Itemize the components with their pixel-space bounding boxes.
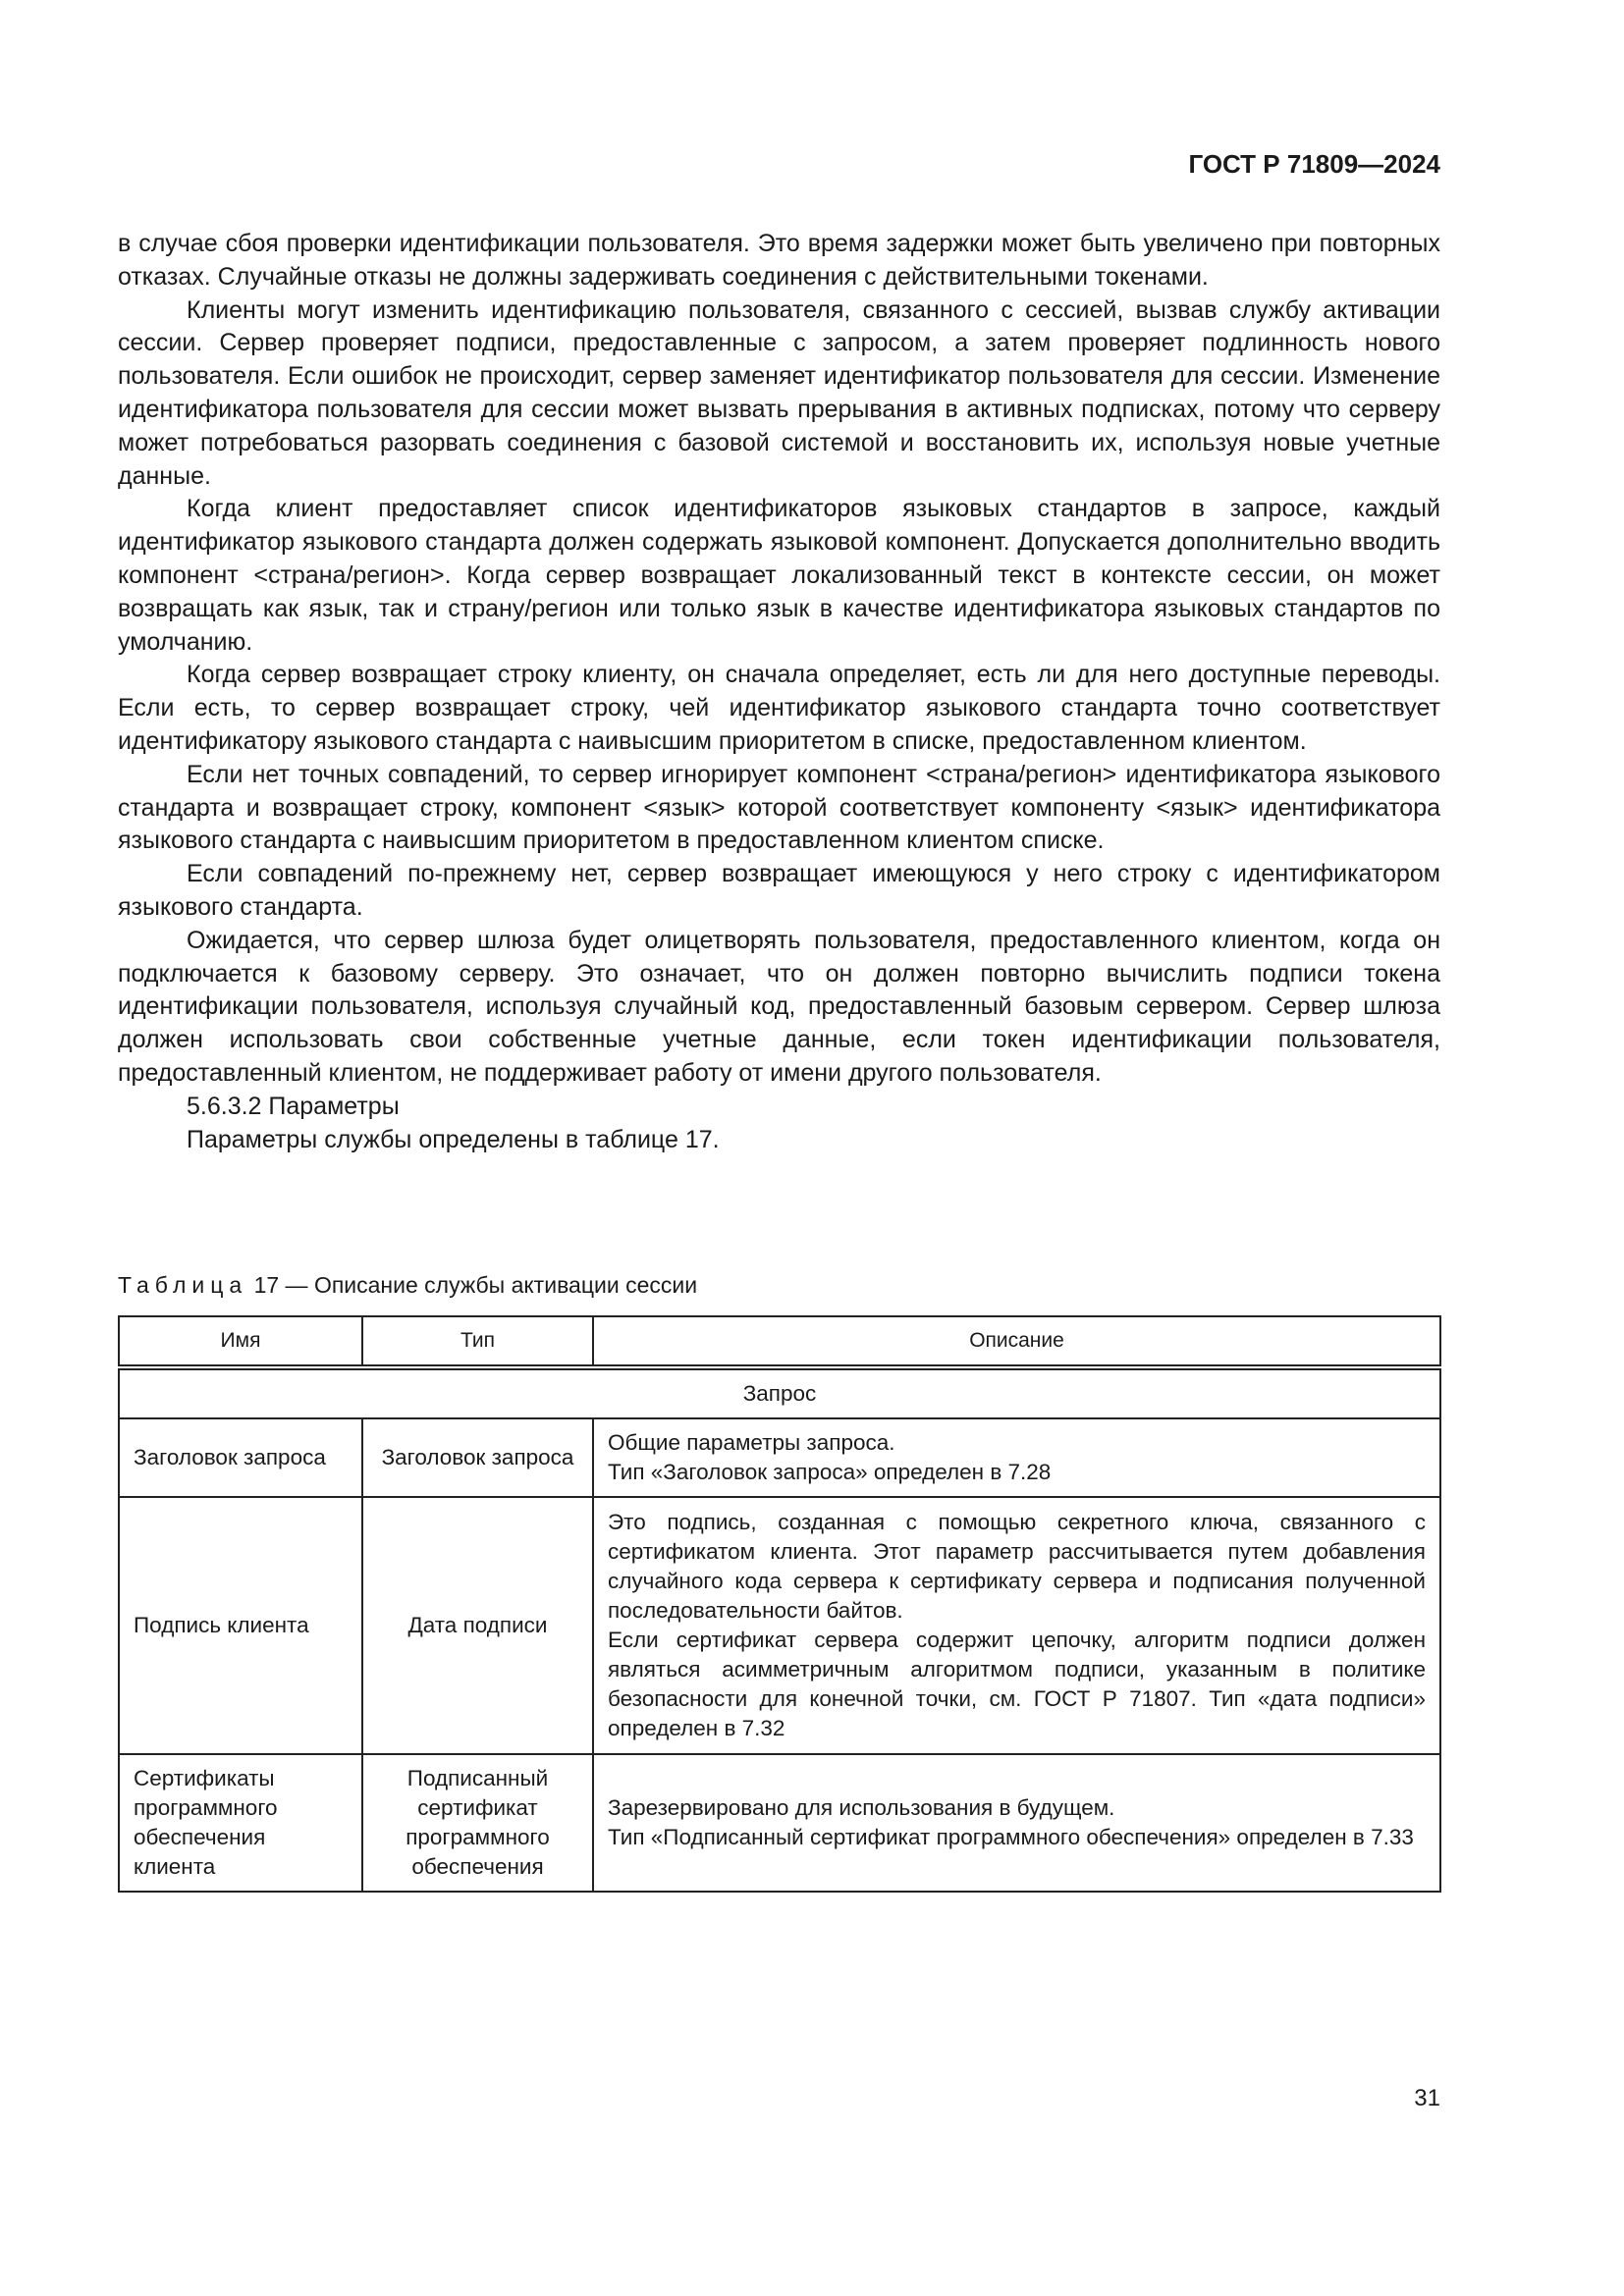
- table-row: [119, 1418, 1440, 1497]
- paragraph: Клиенты могут изменить идентификацию пользователя, связанного с сессией, вызвав службу активации сессии. Сервер проверяет подписи, предоставленные с запросом, а затем проверяет подлинность нового пользователя. Если ошибок не происходит, сервер заменяет идентификатор пользователя для сессии. Изменение идентификатора пользователя для сессии может вызвать прерывания в активных подписках, потому что серверу может потребоваться разорвать соединения с базовой системой и восстановить их, используя новые учетные данные.: [118, 295, 1440, 490]
- desc-line: Тип «Заголовок запроса» определен в 7.28: [608, 1460, 1052, 1484]
- desc-line: Если сертификат сервера содержит цепочку, алгоритм подписи должен являться асимметричным алгоритмом подписи, указанным в политике безопасности для конечной точки, см. ГОСТ Р 71807. Тип «дата подписи» определен в 7.32: [608, 1628, 1426, 1740]
- cell-description: [593, 1418, 1440, 1497]
- paragraph: Ожидается, что сервер шлюза будет олицетворять пользователя, предоставленного клиентом, когда он подключается к базовому серверу. Это означает, что он должен повторно вычислить подписи токена идентификации пользователя, используя случайный код, предоставленный базовым сервером. Сервер шлюза должен использовать свои собственные учетные данные, если токен идентификации пользователя, предоставленный клиентом, не поддерживает работу от имени другого пользователя.: [118, 926, 1440, 1087]
- table-header-row: [119, 1316, 1440, 1367]
- cell-name: Сертификаты программного обеспечения клиента: [119, 1754, 362, 1892]
- cell-description: [593, 1497, 1440, 1754]
- paragraph: Если совпадений по-прежнему нет, сервер возвращает имеющуюся у него строку с идентификатором языкового стандарта.: [118, 860, 1440, 921]
- body-text: [118, 228, 1440, 1156]
- section-heading: 5.6.3.2 Параметры: [187, 1092, 400, 1120]
- cell-name: Заголовок запроса: [119, 1418, 362, 1497]
- table-row: [119, 1497, 1440, 1754]
- cell-type: Дата подписи: [362, 1497, 593, 1754]
- desc-line: Это подпись, созданная с помощью секретного ключа, связанного с сертификатом клиента. Этот параметр рассчитывается путем добавления случайного кода сервера к сертификату сервера и подписания полученной последовательности байтов.: [608, 1510, 1426, 1623]
- page-number: 31: [1414, 2085, 1440, 2111]
- header-type: Тип: [362, 1316, 593, 1367]
- caption-prefix: Таблица: [118, 1272, 248, 1298]
- desc-line: Зарезервировано для использования в будущем.: [608, 1795, 1115, 1820]
- paragraph: Когда сервер возвращает строку клиенту, он сначала определяет, есть ли для него доступные переводы. Если есть, то сервер возвращает строку, чей идентификатор языкового стандарта точно соответствует идентификатору языкового стандарта с наивысшим приоритетом в списке, предоставленном клиентом.: [118, 661, 1440, 755]
- section-label: Запрос: [119, 1367, 1440, 1418]
- header-name: Имя: [119, 1316, 362, 1367]
- paragraph: в случае сбоя проверки идентификации пользователя. Это время задержки может быть увеличено при повторных отказах. Случайные отказы не должны задерживать соединения с действительными токенами.: [118, 230, 1440, 291]
- table-caption: [118, 1272, 697, 1299]
- desc-line: Общие параметры запроса.: [608, 1430, 895, 1455]
- document-id-header: ГОСТ Р 71809—2024: [1188, 149, 1440, 179]
- caption-text: 17 — Описание службы активации сессии: [247, 1272, 698, 1298]
- desc-line: Тип «Подписанный сертификат программного обеспечения» определен в 7.33: [608, 1825, 1414, 1849]
- paragraph: Если нет точных совпадений, то сервер игнорирует компонент <страна/регион> идентификатора языкового стандарта и возвращает строку, компонент <язык> которой соответствует компоненту <язык> идентификатора языкового стандарта с наивысшим приоритетом в предоставленном клиентом списке.: [118, 760, 1440, 855]
- cell-type: Заголовок запроса: [362, 1418, 593, 1497]
- table-row: [119, 1754, 1440, 1892]
- table-section-row: [119, 1367, 1440, 1418]
- cell-description: [593, 1754, 1440, 1892]
- cell-name: Подпись клиента: [119, 1497, 362, 1754]
- paragraph: Параметры службы определены в таблице 17.: [187, 1125, 720, 1153]
- parameters-table: [118, 1315, 1441, 1893]
- paragraph: Когда клиент предоставляет список идентификаторов языковых стандартов в запросе, каждый идентификатор языкового стандарта должен содержать языковой компонент. Допускается дополнительно вводить компонент <страна/регион>. Когда сервер возвращает локализованный текст в контексте сессии, он может возвращать как язык, так и страну/регион или только язык в качестве идентификатора языковых стандартов по умолчанию.: [118, 495, 1440, 656]
- header-description: Описание: [593, 1316, 1440, 1367]
- cell-type: Подписанный сертификат программного обеспечения: [362, 1754, 593, 1892]
